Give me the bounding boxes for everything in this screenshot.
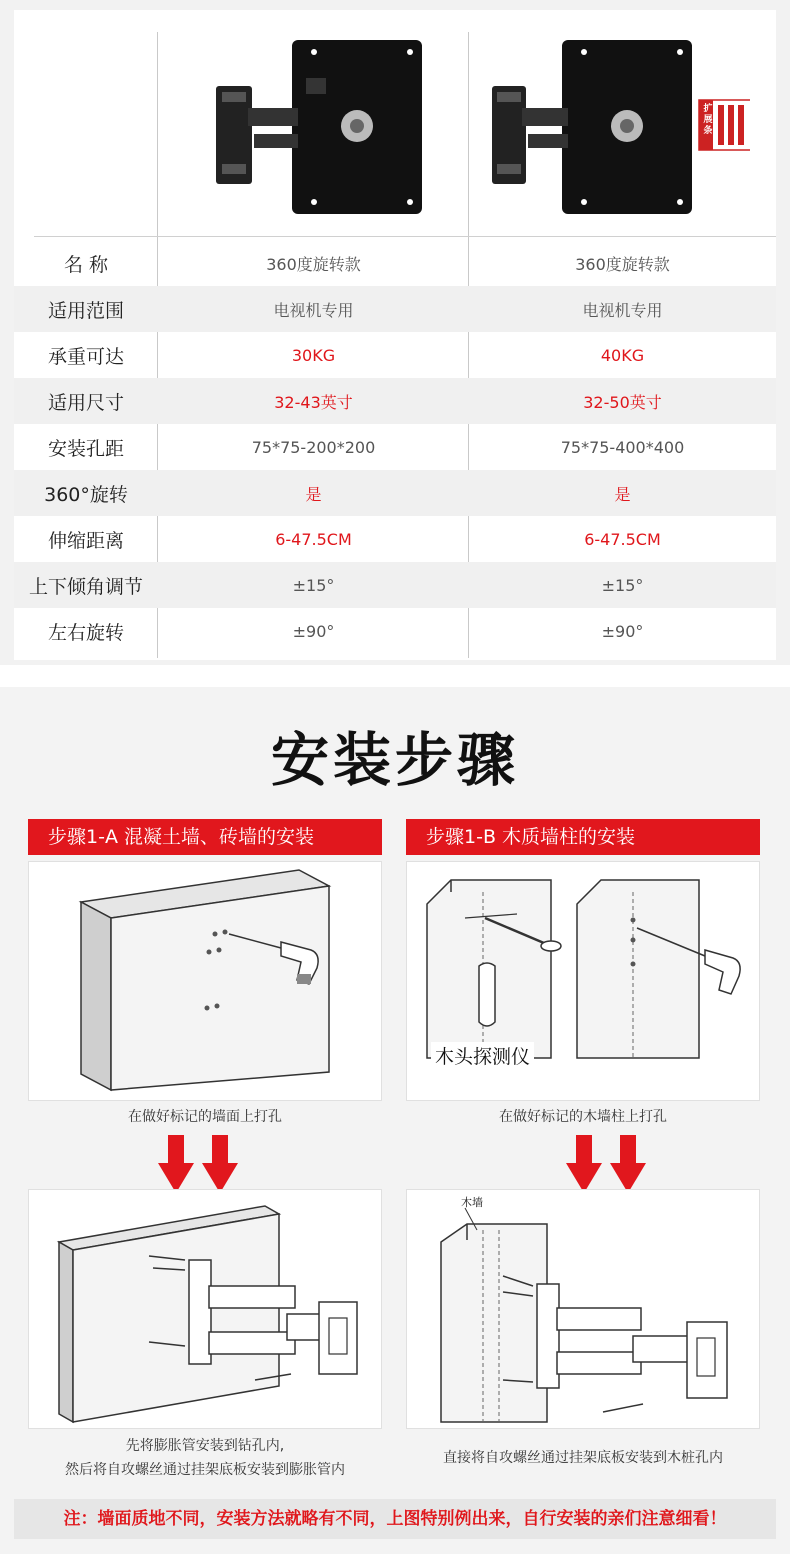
spec-value-model-2: 360度旋转款 — [575, 254, 670, 274]
spec-row-label: 360°旋转 — [44, 483, 128, 506]
spec-row — [14, 608, 776, 654]
step-1b-header: 步骤1-B 木质墙柱的安装 — [406, 819, 760, 855]
step-1a-caption-bottom-1: 先将膨胀管安装到钻孔内, — [125, 1438, 285, 1454]
spec-row-label: 承重可达 — [47, 345, 124, 368]
step-1b-caption-bottom: 直接将自攻螺丝通过挂架底板安装到木桩孔内 — [443, 1450, 723, 1466]
spec-value-model-1: 75*75-200*200 — [251, 437, 376, 457]
spec-value-model-2: ±90° — [601, 621, 644, 641]
spec-row — [14, 378, 776, 424]
wood-wall-label: 木墙 — [461, 1196, 483, 1209]
spec-value-model-1: 6-47.5CM — [275, 529, 352, 549]
install-title: 安装步骤 — [270, 726, 519, 794]
spec-value-model-2: 电视机专用 — [582, 300, 663, 320]
step-1a-mount-illustration — [28, 1189, 382, 1429]
wood-mount-bracket-icon — [407, 1190, 761, 1430]
spec-value-model-1: ±15° — [292, 575, 335, 595]
spec-value-model-2: 40KG — [600, 345, 645, 365]
wood-detector-label: 木头探测仪 — [431, 1042, 534, 1069]
down-arrow-icon — [610, 1135, 646, 1193]
spec-value-model-2: ±15° — [601, 575, 644, 595]
spec-row — [14, 332, 776, 378]
extension-badge: 扩展条 — [703, 104, 713, 136]
down-arrow-icon — [566, 1135, 602, 1193]
spec-row-label: 名 称 — [63, 253, 109, 276]
product-image-360-small — [214, 38, 429, 228]
spec-row — [14, 470, 776, 516]
spec-row — [14, 286, 776, 332]
wall-mount-bracket-icon — [29, 1190, 383, 1430]
spec-section — [0, 0, 790, 665]
step-1b-drill-illustration — [406, 861, 760, 1101]
spec-table — [14, 10, 776, 660]
step-1a-drill-illustration — [28, 861, 382, 1101]
spec-row-label: 安装孔距 — [47, 437, 124, 460]
step-1b-mount-illustration — [406, 1189, 760, 1429]
spec-value-model-1: 是 — [305, 484, 322, 504]
down-arrow-icon — [158, 1135, 194, 1193]
step-1a-caption-bottom-2: 然后将自攻螺丝通过挂架底板安装到膨胀管内 — [65, 1462, 345, 1478]
spec-value-model-2: 32-50英寸 — [583, 392, 662, 412]
step-1a-header: 步骤1-A 混凝土墙、砖墙的安装 — [28, 819, 382, 855]
spec-value-model-2: 是 — [614, 484, 631, 504]
spec-row — [14, 516, 776, 562]
table-top-line — [34, 236, 776, 237]
spec-value-model-1: 30KG — [291, 345, 336, 365]
spec-value-model-1: 32-43英寸 — [274, 392, 353, 412]
spec-row-label: 上下倾角调节 — [28, 575, 143, 598]
down-arrow-icon — [202, 1135, 238, 1193]
spec-value-model-1: ±90° — [292, 621, 335, 641]
spec-row-label: 适用范围 — [47, 299, 124, 322]
spec-value-model-1: 360度旋转款 — [266, 254, 361, 274]
spec-value-model-1: 电视机专用 — [273, 300, 354, 320]
spec-row — [14, 562, 776, 608]
spec-row — [14, 240, 776, 286]
spec-row-label: 伸缩距离 — [47, 529, 124, 552]
spec-row-label: 左右旋转 — [47, 621, 124, 644]
concrete-wall-drill-icon — [29, 862, 383, 1102]
spec-value-model-2: 75*75-400*400 — [560, 437, 685, 457]
step-1b-caption-top: 在做好标记的木墙柱上打孔 — [499, 1109, 667, 1125]
step-1a-caption-top: 在做好标记的墙面上打孔 — [128, 1109, 282, 1125]
install-note: 注：墙面质地不同，安装方法就略有不同，上图特别例出来，自行安装的亲们注意细看！ — [14, 1499, 776, 1539]
spec-row-label: 适用尺寸 — [47, 391, 124, 414]
spec-value-model-2: 6-47.5CM — [584, 529, 661, 549]
install-section — [0, 687, 790, 1554]
spec-row — [14, 424, 776, 470]
